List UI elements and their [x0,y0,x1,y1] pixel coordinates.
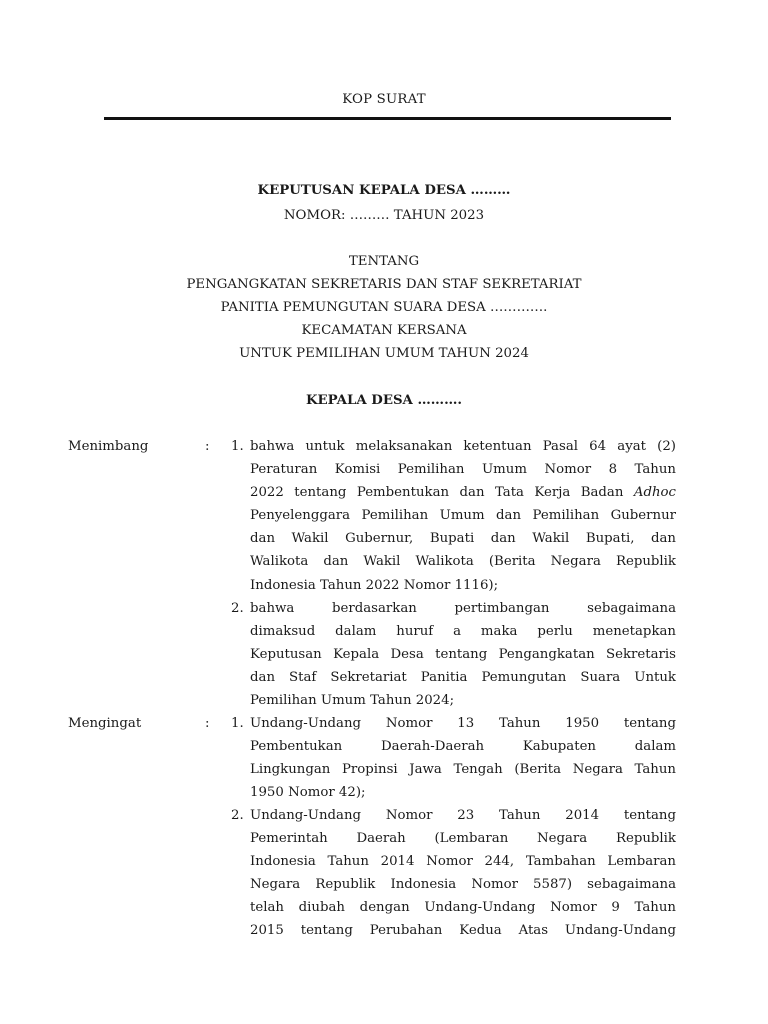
text-line: Undang-Undang Nomor 13 Tahun 1950 tentang [250,716,676,731]
about-line-3: KECAMATAN KERSANA [301,323,467,338]
section-colon: : [205,439,210,454]
about-heading: TENTANG [348,254,420,269]
text-line: Indonesia Tahun 2022 Nomor 1116); [250,577,499,593]
text-line: dan Wakil Gubernur, Bupati dan Wakil Bupati, dan [250,531,676,547]
text-line: dimaksud dalam huruf a maka perlu menetapkan [250,624,676,640]
text-line: Walikota dan Wakil Walikota (Berita Negara Republik [250,554,676,570]
text-line: Pemilihan Umum Tahun 2024; [250,693,455,709]
item-number: 2. [231,808,244,823]
text-line: 2015 tentang Perubahan Kedua Atas Undang-Undang [250,923,676,939]
menimbang-item-2 [250,597,676,712]
item-number: 1. [231,716,244,731]
about-line-1: PENGANGKATAN SEKRETARIS DAN STAF SEKRETARIAT [186,277,582,292]
text-line: 1950 Nomor 42); [250,785,366,801]
text-line: Pemerintah Daerah (Lembaran Negara Republik [250,831,676,847]
about-line-2: PANITIA PEMUNGUTAN SUARA DESA …………. [220,300,548,315]
mengingat-item-1 [250,712,676,804]
text-line: bahwa berdasarkan pertimbangan sebagaimana [250,601,676,616]
section-label-mengingat: Mengingat [68,716,142,731]
letterhead-rule [104,117,671,120]
text-line: Undang-Undang Nomor 23 Tahun 2014 tentang [250,808,676,823]
text-line: bahwa untuk melaksanakan ketentuan Pasal 64 ayat (2) [250,439,676,454]
item-number: 1. [231,439,244,454]
decree-number: NOMOR: ……… TAHUN 2023 [283,208,485,223]
about-line-4: UNTUK PEMILIHAN UMUM TAHUN 2024 [239,346,529,361]
item-number: 2. [231,601,244,616]
text-line: Pembentukan Daerah-Daerah Kabupaten dalam [250,739,676,755]
text-line: Negara Republik Indonesia Nomor 5587) sebagaimana [250,877,676,893]
text-line: Keputusan Kepala Desa tentang Pengangkatan Sekretaris [250,647,676,663]
text-line: Lingkungan Propinsi Jawa Tengah (Berita Negara Tahun [250,762,676,778]
text-line: dan Staf Sekretariat Panitia Pemungutan Suara Untuk [250,670,676,686]
text-line: telah diubah dengan Undang-Undang Nomor 9 Tahun [250,900,676,916]
decree-title: KEPUTUSAN KEPALA DESA ……… [257,183,511,198]
village-head-heading: KEPALA DESA ………. [305,393,463,408]
text-line: Penyelenggara Pemilihan Umum dan Pemilihan Gubernur [250,508,676,524]
menimbang-item-1 [250,435,676,597]
section-colon: : [205,716,210,731]
mengingat-item-2 [250,804,676,943]
text-line-adhoc: 2022 tentang Pembentukan dan Tata Kerja Badan Adhoc [250,485,676,501]
text-line: Indonesia Tahun 2014 Nomor 244, Tambahan Lembaran [250,854,676,870]
letterhead-placeholder: KOP SURAT [342,92,426,107]
text-line: Peraturan Komisi Pemilihan Umum Nomor 8 Tahun [250,462,676,478]
section-label-menimbang: Menimbang [68,439,149,454]
